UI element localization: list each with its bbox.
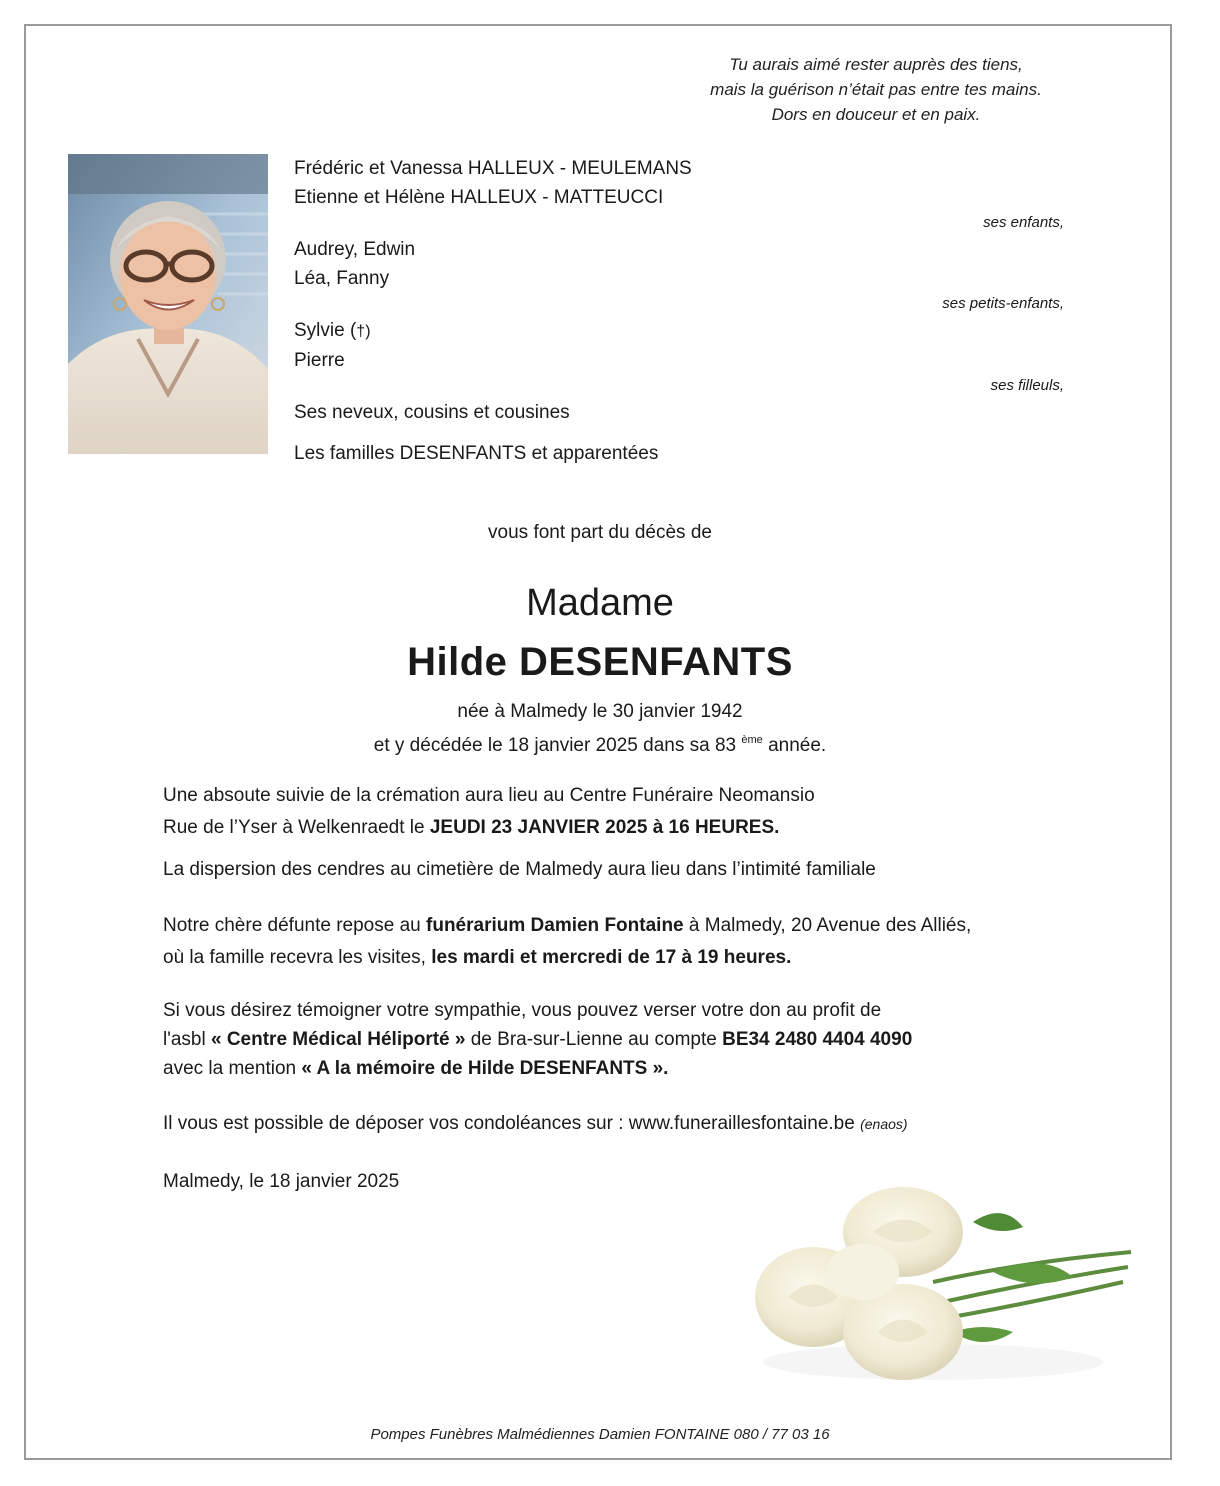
donation-line-2 xyxy=(163,1025,1153,1054)
grandchildren-1: Audrey, Edwin xyxy=(294,239,416,260)
godchild-1-name: Sylvie ( xyxy=(294,320,357,341)
grandchildren-label: ses petits-enfants, xyxy=(942,295,1064,312)
poem xyxy=(586,52,1166,127)
donation-org: « Centre Médical Héliporté » xyxy=(210,1029,466,1050)
death-line-end: année. xyxy=(768,735,827,756)
donation-asbl: l'asbl xyxy=(163,1029,211,1050)
funerarium-name: funérarium Damien Fontaine xyxy=(426,915,684,936)
godchild-1-close: ) xyxy=(365,323,371,340)
poem-line-3: Dors en douceur et en paix. xyxy=(771,105,981,124)
visits-intro: où la famille recevra les visites, xyxy=(163,947,432,968)
condolences-text: Il vous est possible de déposer vos condoléances sur : www.funeraillesfontaine.be xyxy=(163,1113,861,1134)
deceased-name: Hilde DESENFANTS xyxy=(407,640,793,684)
rest-intro: Notre chère défunte repose au xyxy=(163,915,427,936)
families-line: Les familles DESENFANTS et apparentées xyxy=(294,443,659,464)
ordinal-suffix: ème xyxy=(741,734,763,746)
condolences-line xyxy=(163,1109,1153,1139)
children-label: ses enfants, xyxy=(983,214,1064,231)
death-line-text: et y décédée le 18 janvier 2025 dans sa 83 xyxy=(373,735,737,756)
details xyxy=(163,780,1153,1196)
place-date: Malmedy, le 18 janvier 2025 xyxy=(163,1171,400,1192)
child-2: Etienne et Hélène HALLEUX - MATTEUCCI xyxy=(294,187,664,208)
deceased-title: Madame xyxy=(526,582,674,624)
roses-icon xyxy=(753,1182,1133,1392)
visits-line xyxy=(163,942,1153,974)
visits-hours: les mardi et mercredi de 17 à 19 heures. xyxy=(431,947,792,968)
portrait-photo xyxy=(68,154,268,454)
white-roses-illustration xyxy=(753,1182,1133,1392)
donation-mention: « A la mémoire de Hilde DESENFANTS ». xyxy=(301,1058,669,1079)
obituary-card xyxy=(24,24,1172,1460)
godchildren-label: ses filleuls, xyxy=(990,377,1064,394)
poem-line-2: mais la guérison n’était pas entre tes mains. xyxy=(710,80,1042,99)
rest-address: à Malmedy, 20 Avenue des Alliés, xyxy=(683,915,972,936)
nephews-line: Ses neveux, cousins et cousines xyxy=(294,402,570,423)
funeral-home-footer: Pompes Funèbres Malmédiennes Damien FONTAINE 080 / 77 03 16 xyxy=(370,1426,830,1443)
death-line xyxy=(26,726,1174,760)
grandchildren-2: Léa, Fanny xyxy=(294,268,390,289)
dagger-icon: † xyxy=(356,323,366,340)
godchild-1 xyxy=(294,316,1064,346)
birth-line: née à Malmedy le 30 janvier 1942 xyxy=(457,701,743,722)
ceremony-line-1: Une absoute suivie de la crémation aura lieu au Centre Funéraire Neomansio xyxy=(163,785,815,806)
enaos-note: (enaos) xyxy=(860,1116,908,1132)
dispersion-line: La dispersion des cendres au cimetière de Malmedy aura lieu dans l’intimité familiale xyxy=(163,859,876,880)
poem-line-1: Tu aurais aimé rester auprès des tiens, xyxy=(729,55,1023,74)
donation-mention-intro: avec la mention xyxy=(163,1058,302,1079)
donation-line-1: Si vous désirez témoigner votre sympathie, vous pouvez verser votre don au profit de xyxy=(163,1000,882,1021)
donation-account-intro: de Bra-sur-Lienne au compte xyxy=(465,1029,723,1050)
child-1: Frédéric et Vanessa HALLEUX - MEULEMANS xyxy=(294,158,692,179)
announcement-intro: vous font part du décès de xyxy=(488,522,712,543)
ceremony-date: JEUDI 23 JANVIER 2025 à 16 HEURES. xyxy=(429,817,780,838)
portrait-illustration xyxy=(68,154,268,454)
birth-death-info xyxy=(26,698,1174,760)
godchild-2: Pierre xyxy=(294,350,345,371)
rest-line xyxy=(163,910,1153,942)
ceremony-place: Rue de l’Yser à Welkenraedt le xyxy=(163,817,430,838)
donation-account: BE34 2480 4404 4090 xyxy=(722,1029,913,1050)
family-list xyxy=(294,154,1064,468)
donation-line-3 xyxy=(163,1054,1153,1083)
ceremony-line-2 xyxy=(163,812,1153,844)
